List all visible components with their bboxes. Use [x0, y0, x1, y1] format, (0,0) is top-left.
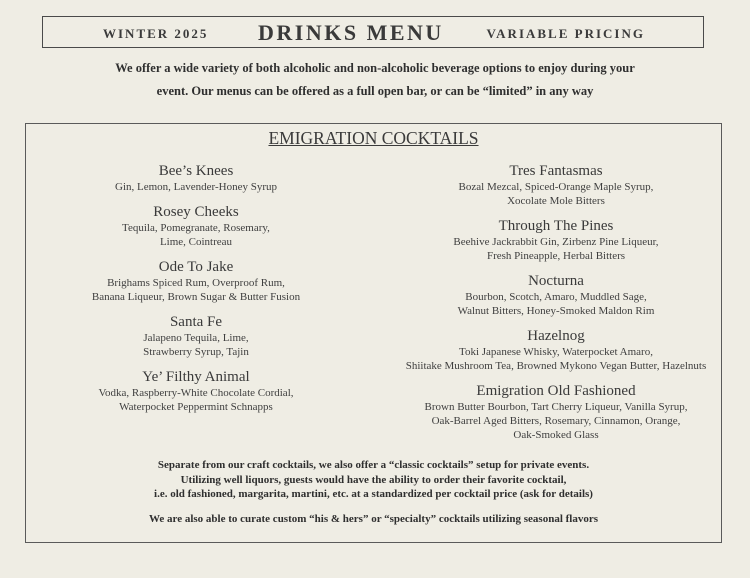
menu-item	[76, 258, 316, 304]
menu-item	[391, 327, 721, 373]
item-name: Hazelnog	[527, 328, 585, 344]
item-desc: Banana Liqueur, Brown Sugar & Butter Fusion	[91, 291, 301, 303]
item-name: Ye’ Filthy Animal	[142, 369, 250, 385]
classic-cocktails-note	[26, 458, 721, 502]
left-column	[76, 162, 316, 414]
item-desc: Walnut Bitters, Honey-Smoked Maldon Rim	[457, 305, 655, 317]
menu-header	[42, 16, 704, 48]
item-name: Santa Fe	[169, 314, 223, 330]
item-desc: Brighams Spiced Rum, Overproof Rum,	[107, 277, 285, 289]
item-desc: Oak-Smoked Glass	[513, 429, 599, 441]
item-desc: Bourbon, Scotch, Amaro, Muddled Sage,	[465, 291, 647, 303]
item-desc: Beehive Jackrabbit Gin, Zirbenz Pine Liqueur,	[453, 236, 659, 248]
menu-item	[391, 272, 721, 318]
item-desc: Jalapeno Tequila, Lime,	[143, 332, 249, 344]
season-label: WINTER 2025	[103, 26, 209, 41]
intro-text	[40, 57, 710, 103]
page-title: DRINKS MENU	[258, 20, 444, 45]
item-desc: Gin, Lemon, Lavender-Honey Syrup	[115, 181, 277, 193]
menu-item	[76, 162, 316, 194]
footer-line: Utilizing well liquors, guests would have the ability to order their favorite cocktail,	[180, 473, 567, 486]
item-name: Rosey Cheeks	[153, 204, 239, 220]
item-name: Tres Fantasmas	[509, 163, 603, 179]
custom-cocktails-note: We are also able to curate custom “his & hers” or “specialty” cocktails utilizing seasonal flavors	[148, 513, 599, 525]
intro-line: event. Our menus can be offered as a full open bar, or can be “limited” in any way	[156, 84, 594, 98]
section-title: EMIGRATION COCKTAILS	[268, 128, 479, 148]
item-desc: Strawberry Syrup, Tajin	[143, 346, 249, 358]
intro-line: We offer a wide variety of both alcoholic and non-alcoholic beverage options to enjoy during your	[115, 61, 635, 75]
item-desc: Tequila, Pomegranate, Rosemary,	[122, 222, 270, 234]
menu-item	[391, 217, 721, 263]
pricing-label: VARIABLE PRICING	[486, 26, 645, 41]
menu-item	[76, 368, 316, 414]
cocktail-menu	[25, 123, 722, 543]
menu-item	[76, 203, 316, 249]
menu-item	[76, 313, 316, 359]
item-desc: Vodka, Raspberry-White Chocolate Cordial,	[98, 387, 294, 399]
footer-line: Separate from our craft cocktails, we also offer a “classic cocktails” setup for private events.	[157, 459, 590, 471]
right-column	[391, 162, 721, 442]
item-desc: Xocolate Mole Bitters	[507, 195, 605, 207]
item-name: Ode To Jake	[158, 259, 234, 275]
item-desc: Lime, Cointreau	[159, 236, 233, 248]
item-name: Through The Pines	[498, 218, 614, 234]
item-name: Bee’s Knees	[158, 163, 234, 179]
item-desc: Waterpocket Peppermint Schnapps	[119, 401, 273, 413]
item-desc: Toki Japanese Whisky, Waterpocket Amaro,	[459, 346, 653, 358]
item-desc: Shiitake Mushroom Tea, Browned Mykono Vegan Butter, Hazelnuts	[405, 360, 707, 372]
item-desc: Brown Butter Bourbon, Tart Cherry Liqueur, Vanilla Syrup,	[424, 401, 688, 413]
menu-item	[391, 382, 721, 442]
item-name: Emigration Old Fashioned	[476, 383, 636, 399]
item-desc: Fresh Pineapple, Herbal Bitters	[486, 250, 626, 262]
footer-line: i.e. old fashioned, margarita, martini, etc. at a standardized per cocktail price (ask for details)	[154, 488, 593, 500]
menu-item	[391, 162, 721, 208]
item-desc: Oak-Barrel Aged Bitters, Rosemary, Cinnamon, Orange,	[431, 415, 681, 427]
item-desc: Bozal Mezcal, Spiced-Orange Maple Syrup,	[458, 181, 654, 193]
item-name: Nocturna	[528, 273, 584, 289]
